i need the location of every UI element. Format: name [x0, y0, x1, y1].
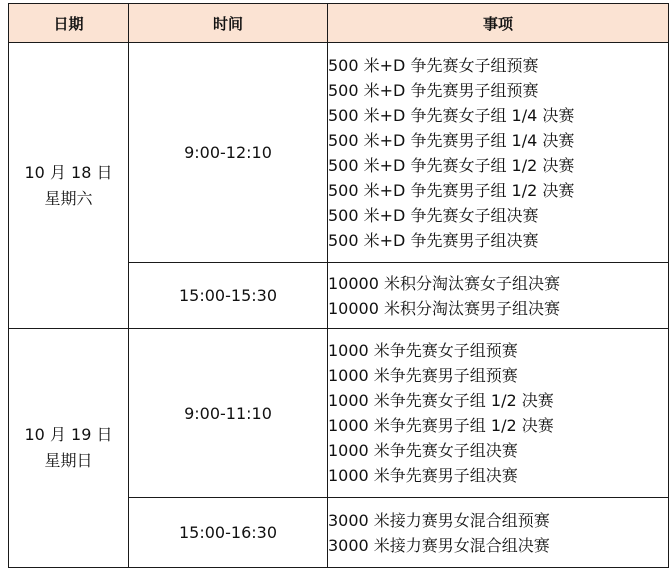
event-item: 1000 米争先赛男子组预赛 [328, 366, 518, 385]
event-item: 500 米+D 争先赛男子组 1/4 决赛 [328, 130, 575, 150]
event-item: 500 米+D 争先赛女子组 1/2 决赛 [328, 155, 575, 175]
date-text: 10 月 19 日 [24, 425, 113, 444]
date-text: 10 月 18 日 [24, 162, 113, 182]
header-events: 事项 [328, 4, 669, 43]
header-row [9, 4, 669, 43]
event-item: 500 米+D 争先赛女子组 1/4 决赛 [328, 105, 575, 125]
event-item: 1000 米争先赛男子组决赛 [328, 466, 518, 485]
event-item: 500 米+D 争先赛女子组决赛 [328, 205, 539, 225]
events-cell [328, 498, 669, 568]
event-item: 3000 米接力赛男女混合组决赛 [328, 535, 550, 555]
events-cell [328, 263, 669, 329]
event-item: 1000 米争先赛女子组决赛 [328, 441, 518, 460]
event-item: 500 米+D 争先赛女子组预赛 [328, 55, 539, 75]
time-cell: 15:00-15:30 [129, 263, 328, 329]
event-item: 10000 米积分淘汰赛男子组决赛 [328, 298, 560, 318]
time-cell: 9:00-11:10 [129, 329, 328, 498]
events-cell [328, 329, 669, 498]
event-item: 1000 米争先赛男子组 1/2 决赛 [328, 416, 554, 435]
event-item: 3000 米接力赛男女混合组预赛 [328, 510, 550, 530]
event-item: 1000 米争先赛女子组 1/2 决赛 [328, 391, 554, 410]
schedule-table [8, 3, 669, 568]
date-cell-day1 [9, 43, 129, 329]
time-cell: 9:00-12:10 [129, 43, 328, 263]
event-item: 500 米+D 争先赛男子组预赛 [328, 80, 539, 100]
weekday-text: 星期日 [44, 451, 93, 470]
table-row [9, 329, 669, 498]
table-row [9, 43, 669, 263]
date-cell-day2 [9, 329, 129, 568]
header-date: 日期 [9, 4, 129, 43]
event-item: 500 米+D 争先赛男子组 1/2 决赛 [328, 180, 575, 200]
event-item: 500 米+D 争先赛男子组决赛 [328, 230, 539, 250]
header-time: 时间 [129, 4, 328, 43]
event-item: 10000 米积分淘汰赛女子组决赛 [328, 273, 560, 293]
time-cell: 15:00-16:30 [129, 498, 328, 568]
event-item: 1000 米争先赛女子组预赛 [328, 341, 518, 360]
events-cell [328, 43, 669, 263]
weekday-text: 星期六 [44, 188, 93, 208]
